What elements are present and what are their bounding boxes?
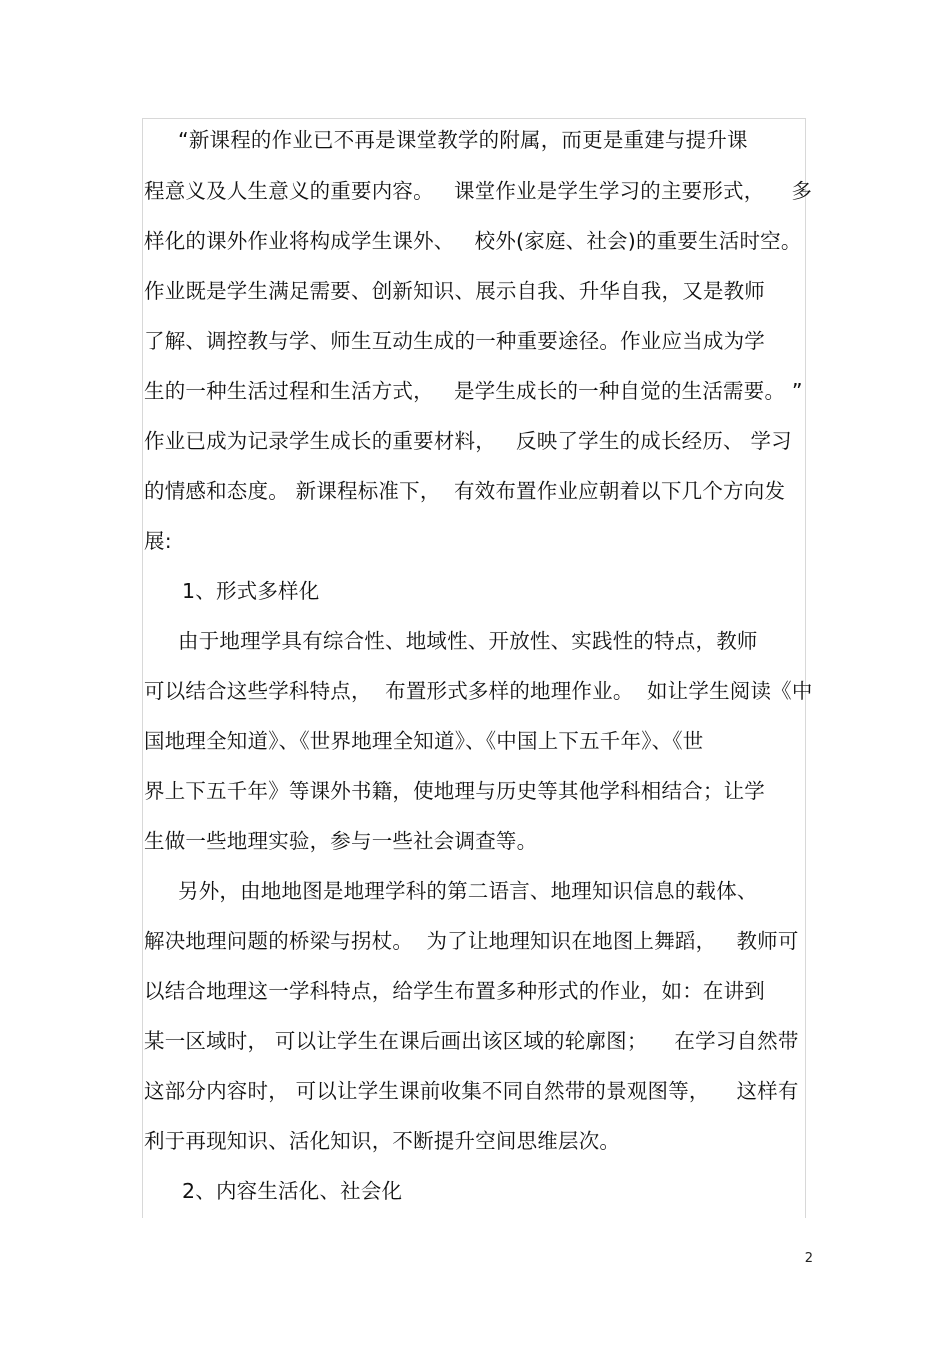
paragraph-line: 利于再现知识、活化知识，不断提升空间思维层次。 — [144, 1129, 621, 1153]
paragraph-line: 了解、调控教与学、师生互动生成的一种重要途径。作业应当成为学 — [144, 329, 765, 353]
section-heading: 2、内容生活化、社会化 — [182, 1179, 403, 1203]
paragraph-line: 这部分内容时， 可以让学生课前收集不同自然带的景观图等， 这样有 — [144, 1079, 799, 1103]
paragraph-line: 另外，由地地图是地理学科的第二语言、地理知识信息的载体、 — [178, 879, 758, 903]
paragraph-line: 由于地理学具有综合性、地域性、开放性、实践性的特点，教师 — [178, 629, 758, 653]
paragraph-line: 展: — [144, 529, 172, 553]
paragraph-line: 程意义及人生意义的重要内容。 课堂作业是学生学习的主要形式， 多 — [144, 179, 813, 203]
page-number: 2 — [804, 1251, 813, 1266]
paragraph-line: 作业既是学生满足需要、创新知识、展示自我、升华自我，又是教师 — [144, 279, 765, 303]
paragraph-line: 国地理全知道》、《世界地理全知道》、《中国上下五千年》、《世 — [144, 729, 704, 753]
paragraph-line: 某一区域时， 可以让学生在课后画出该区域的轮廓图； 在学习自然带 — [144, 1029, 799, 1053]
paragraph-line: 可以结合这些学科特点， 布置形式多样的地理作业。 如让学生阅读《中 — [144, 679, 813, 703]
paragraph-line: 的情感和态度。 新课程标准下， 有效布置作业应朝着以下几个方向发 — [144, 479, 786, 503]
paragraph-line: 解决地理问题的桥梁与拐杖。 为了让地理知识在地图上舞蹈， 教师可 — [144, 929, 799, 953]
paragraph-line: 作业已成为记录学生成长的重要材料， 反映了学生的成长经历、 学习 — [144, 429, 792, 453]
paragraph-line: 界上下五千年》等课外书籍，使地理与历史等其他学科相结合；让学 — [144, 779, 765, 803]
paragraph-line: 生做一些地理实验，参与一些社会调查等。 — [144, 829, 538, 853]
paragraph-line: 生的一种生活过程和生活方式， 是学生成长的一种自觉的生活需要。 ” — [144, 379, 803, 403]
paragraph-line: 样化的课外作业将构成学生课外、 校外(家庭、社会)的重要生活时空。 — [144, 229, 802, 253]
section-heading: 1、形式多样化 — [182, 579, 320, 603]
paragraph-line: “新课程的作业已不再是课堂教学的附属，而更是重建与提升课 — [178, 128, 748, 152]
paragraph-line: 以结合地理这一学科特点，给学生布置多种形式的作业，如：在讲到 — [144, 979, 765, 1003]
